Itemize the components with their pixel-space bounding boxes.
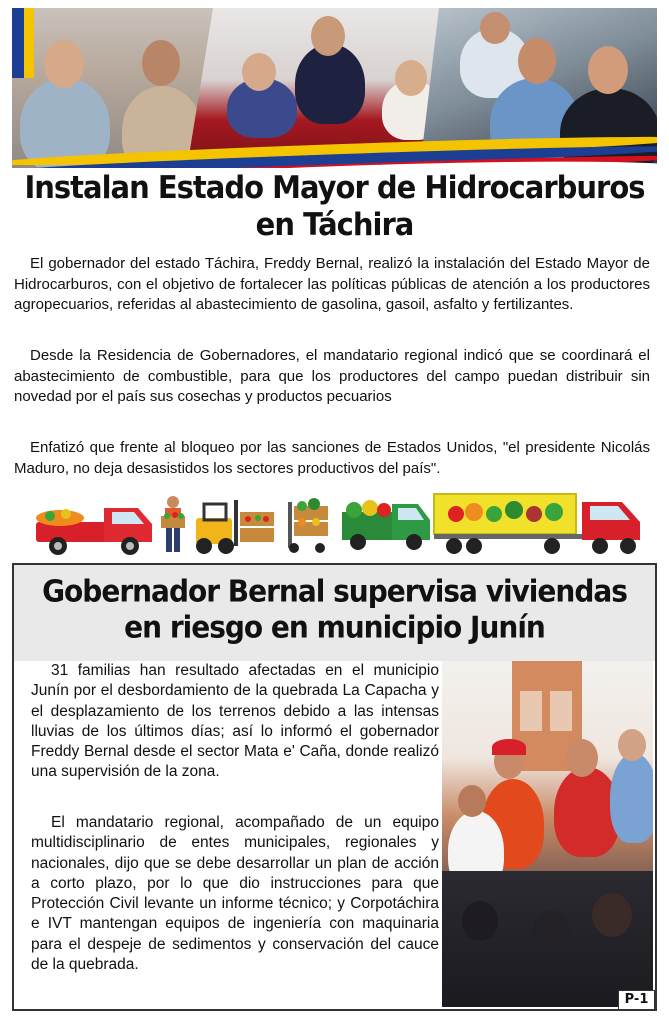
page-number-badge: P-1 [618,990,655,1010]
header-photo-collage [12,8,657,168]
article1-paragraph-3: Enfatizó que frente al bloqueo por las sanciones de Estados Unidos, "el presidente Nicolás Maduro, no deja desasistidos los sectores productivos del país". [14,439,650,477]
article1-title-line1: Instalan Estado Mayor de Hidrocarburos [24,168,645,206]
article2-box [12,563,657,1011]
article1-paragraph-1: El gobernador del estado Táchira, Freddy Bernal, realizó la instalación del Estado Mayor de Hidrocarburos, con el objetivo de fortalecer las políticas públicas de atención a los productores agropecuarios, referidas al abastecimiento de gasolina, gasoil, asfalto y fertilizantes. [14,255,650,313]
article2-title-line1: Gobernador Bernal supervisa viviendas [42,573,627,610]
green-produce-truck-icon [338,496,434,554]
red-pickup-truck-icon [34,502,156,556]
article1-paragraph-2: Desde la Residencia de Gobernadores, el mandatario regional indicó que se coordinará el abastecimiento de combustible, para que los productores del campo puedan distribuir sin novedad por el país sus cosechas y productos pecuarios [14,347,650,405]
produce-trailer-truck-icon [432,492,652,556]
article2-title-line2: en riesgo en municipio Junín [124,609,545,646]
produce-cart-icon [284,496,332,556]
flag-ribbon [12,126,657,168]
photo-governor-supervision [442,661,653,1007]
article1-title-line2: en Táchira [255,205,414,243]
forklift-icon [190,498,280,556]
article2-paragraph-2: El mandatario regional, acompañado de un equipo multidisciplinario de entes municipales, regionales y nacionales, dijo que se debe desarrollar un plan de acción a corto plazo, por lo que dio instrucciones para que Protección Civil levante un informe técnico; y Corpotáchira e IVT mantengan equipos de ingeniería con maquinaria para el despeje de sedimentos y conservación del cauce de la quebrada. [31,814,439,974]
agriculture-icons-row [34,492,652,558]
article2-header [14,565,655,661]
farmer-with-crate-icon [158,494,188,556]
article2-paragraph-1: 31 familias han resultado afectadas en el municipio Junín por el desbordamiento de la quebrada La Capacha y el desplazamiento de los terrenos debido a las intensas lluvias de los últimos días; así lo informó el gobernador Freddy Bernal desde el sector Mata e' Caña, donde realizó una supervisión de la zona. [31,662,439,781]
